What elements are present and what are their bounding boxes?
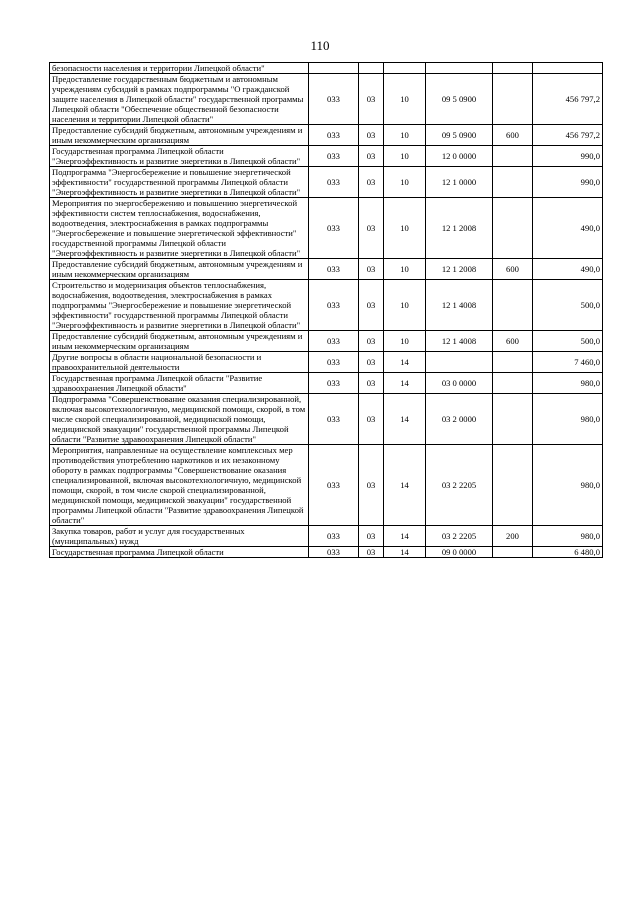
section-code-cell: 03 (359, 373, 384, 394)
ved-code-cell: 033 (309, 526, 359, 547)
table-row (50, 125, 603, 146)
expense-type-cell: 600 (493, 331, 533, 352)
target-article-cell: 12 1 4008 (426, 331, 493, 352)
amount-cell: 990,0 (533, 146, 603, 167)
section-code-cell: 03 (359, 125, 384, 146)
item-name-cell: Подпрограмма "Совершенствование оказания специализированной, включая высокотехнологичную, медицинской помощи, скорой, в том числе скорой специализированной, медицинской помощи, медицинской эвакуации" государственной программы Липецкой области "Развитие здравоохранения Липецкой области" (50, 394, 309, 445)
table-row (50, 547, 603, 558)
item-name-cell: Государственная программа Липецкой области "Развитие здравоохранения Липецкой области" (50, 373, 309, 394)
ved-code-cell: 033 (309, 394, 359, 445)
section-code-cell: 03 (359, 259, 384, 280)
item-name-cell: Предоставление субсидий бюджетным, автономным учреждениям и иным некоммерческим организациям (50, 125, 309, 146)
table-row (50, 167, 603, 198)
subsection-code-cell: 14 (384, 526, 426, 547)
ved-code-cell: 033 (309, 167, 359, 198)
amount-cell: 456 797,2 (533, 125, 603, 146)
expense-type-cell: 600 (493, 125, 533, 146)
amount-cell: 980,0 (533, 526, 603, 547)
ved-code-cell: 033 (309, 198, 359, 259)
target-article-cell: 03 2 0000 (426, 394, 493, 445)
subsection-code-cell: 14 (384, 394, 426, 445)
ved-code-cell: 033 (309, 125, 359, 146)
subsection-code-cell: 10 (384, 167, 426, 198)
subsection-code-cell: 10 (384, 74, 426, 125)
table-row (50, 259, 603, 280)
subsection-code-cell: 10 (384, 146, 426, 167)
section-code-cell: 03 (359, 394, 384, 445)
expense-type-cell (493, 547, 533, 558)
amount-cell: 980,0 (533, 373, 603, 394)
target-article-cell: 09 0 0000 (426, 547, 493, 558)
section-code-cell: 03 (359, 526, 384, 547)
expense-type-cell (493, 280, 533, 331)
section-code-cell: 03 (359, 167, 384, 198)
item-name-cell: безопасности населения и территории Липецкой области" (50, 63, 309, 74)
target-article-cell: 09 5 0900 (426, 74, 493, 125)
subsection-code-cell: 10 (384, 331, 426, 352)
subsection-code-cell: 10 (384, 259, 426, 280)
table-row (50, 280, 603, 331)
expense-type-cell: 200 (493, 526, 533, 547)
table-row (50, 394, 603, 445)
target-article-cell: 03 0 0000 (426, 373, 493, 394)
expense-type-cell (493, 63, 533, 74)
target-article-cell: 03 2 2205 (426, 445, 493, 526)
subsection-code-cell: 10 (384, 280, 426, 331)
expense-type-cell (493, 373, 533, 394)
item-name-cell: Закупка товаров, работ и услуг для государственных (муниципальных) нужд (50, 526, 309, 547)
amount-cell: 456 797,2 (533, 74, 603, 125)
section-code-cell: 03 (359, 198, 384, 259)
expense-type-cell: 600 (493, 259, 533, 280)
table-row (50, 331, 603, 352)
ved-code-cell (309, 63, 359, 74)
section-code-cell: 03 (359, 74, 384, 125)
expense-type-cell (493, 74, 533, 125)
amount-cell: 490,0 (533, 198, 603, 259)
ved-code-cell: 033 (309, 445, 359, 526)
ved-code-cell: 033 (309, 547, 359, 558)
amount-cell (533, 63, 603, 74)
item-name-cell: Подпрограмма "Энергосбережение и повышение энергетической эффективности" государственной программы Липецкой области "Энергоэффективность и развитие энергетики в Липецкой области" (50, 167, 309, 198)
item-name-cell: Мероприятия по энергосбережению и повышению энергетической эффективности систем теплоснабжения, водоснабжения, водоотведения, электроснабжения в рамках подпрограммы "Энергосбережение и повышение энергетической эффективности" государственной программы Липецкой области "Энергоэффективность и развитие энергетики в Липецкой области" (50, 198, 309, 259)
table-row (50, 373, 603, 394)
section-code-cell: 03 (359, 352, 384, 373)
table-row (50, 352, 603, 373)
expense-type-cell (493, 445, 533, 526)
item-name-cell: Мероприятия, направленные на осуществление комплексных мер противодействия употреблению наркотиков и их незаконному обороту в рамках подпрограммы "Совершенствование оказания специализированной, включая высокотехнологичную, медицинской помощи, скорой, в том числе скорой специализированной, медицинской помощи, медицинской эвакуации" государственной программы Липецкой области "Развитие здравоохранения Липецкой области" (50, 445, 309, 526)
ved-code-cell: 033 (309, 74, 359, 125)
target-article-cell: 12 1 4008 (426, 280, 493, 331)
subsection-code-cell (384, 63, 426, 74)
target-article-cell: 09 5 0900 (426, 125, 493, 146)
section-code-cell: 03 (359, 547, 384, 558)
subsection-code-cell: 14 (384, 445, 426, 526)
amount-cell: 980,0 (533, 394, 603, 445)
item-name-cell: Предоставление субсидий бюджетным, автономным учреждениям и иным некоммерческим организациям (50, 259, 309, 280)
ved-code-cell: 033 (309, 146, 359, 167)
table-row (50, 74, 603, 125)
section-code-cell: 03 (359, 331, 384, 352)
expense-type-cell (493, 394, 533, 445)
expense-type-cell (493, 167, 533, 198)
amount-cell: 500,0 (533, 280, 603, 331)
ved-code-cell: 033 (309, 331, 359, 352)
expense-type-cell (493, 198, 533, 259)
target-article-cell: 12 1 2008 (426, 198, 493, 259)
table-row (50, 526, 603, 547)
amount-cell: 6 480,0 (533, 547, 603, 558)
subsection-code-cell: 14 (384, 373, 426, 394)
amount-cell: 990,0 (533, 167, 603, 198)
item-name-cell: Государственная программа Липецкой области "Энергоэффективность и развитие энергетики в Липецкой области" (50, 146, 309, 167)
amount-cell: 980,0 (533, 445, 603, 526)
item-name-cell: Другие вопросы в области национальной безопасности и правоохранительной деятельности (50, 352, 309, 373)
expense-type-cell (493, 146, 533, 167)
target-article-cell: 03 2 2205 (426, 526, 493, 547)
subsection-code-cell: 10 (384, 198, 426, 259)
ved-code-cell: 033 (309, 352, 359, 373)
expense-type-cell (493, 352, 533, 373)
amount-cell: 500,0 (533, 331, 603, 352)
table-row (50, 146, 603, 167)
table-row (50, 63, 603, 74)
section-code-cell: 03 (359, 445, 384, 526)
target-article-cell: 12 1 2008 (426, 259, 493, 280)
section-code-cell: 03 (359, 280, 384, 331)
ved-code-cell: 033 (309, 280, 359, 331)
subsection-code-cell: 10 (384, 125, 426, 146)
target-article-cell: 12 0 0000 (426, 146, 493, 167)
ved-code-cell: 033 (309, 259, 359, 280)
page-number: 110 (310, 38, 330, 53)
target-article-cell (426, 352, 493, 373)
section-code-cell: 03 (359, 146, 384, 167)
target-article-cell (426, 63, 493, 74)
amount-cell: 7 460,0 (533, 352, 603, 373)
item-name-cell: Строительство и модернизация объектов теплоснабжения, водоснабжения, водоотведения, электроснабжения в рамках подпрограммы "Энергосбережение и повышение энергетической эффективности" государственной программы Липецкой области "Энергоэффективность и развитие энергетики в Липецкой области" (50, 280, 309, 331)
item-name-cell: Предоставление государственным бюджетным и автономным учреждениям субсидий в рамках подпрограммы "О гражданской защите населения в Липецкой области" государственной программы Липецкой области "Обеспечение общественной безопасности населения и территории Липецкой области" (50, 74, 309, 125)
amount-cell: 490,0 (533, 259, 603, 280)
subsection-code-cell: 14 (384, 547, 426, 558)
item-name-cell: Предоставление субсидий бюджетным, автономным учреждениям и иным некоммерческим организациям (50, 331, 309, 352)
table-row (50, 445, 603, 526)
subsection-code-cell: 14 (384, 352, 426, 373)
section-code-cell (359, 63, 384, 74)
ved-code-cell: 033 (309, 373, 359, 394)
budget-table (49, 62, 603, 558)
target-article-cell: 12 1 0000 (426, 167, 493, 198)
table-row (50, 198, 603, 259)
item-name-cell: Государственная программа Липецкой области (50, 547, 309, 558)
